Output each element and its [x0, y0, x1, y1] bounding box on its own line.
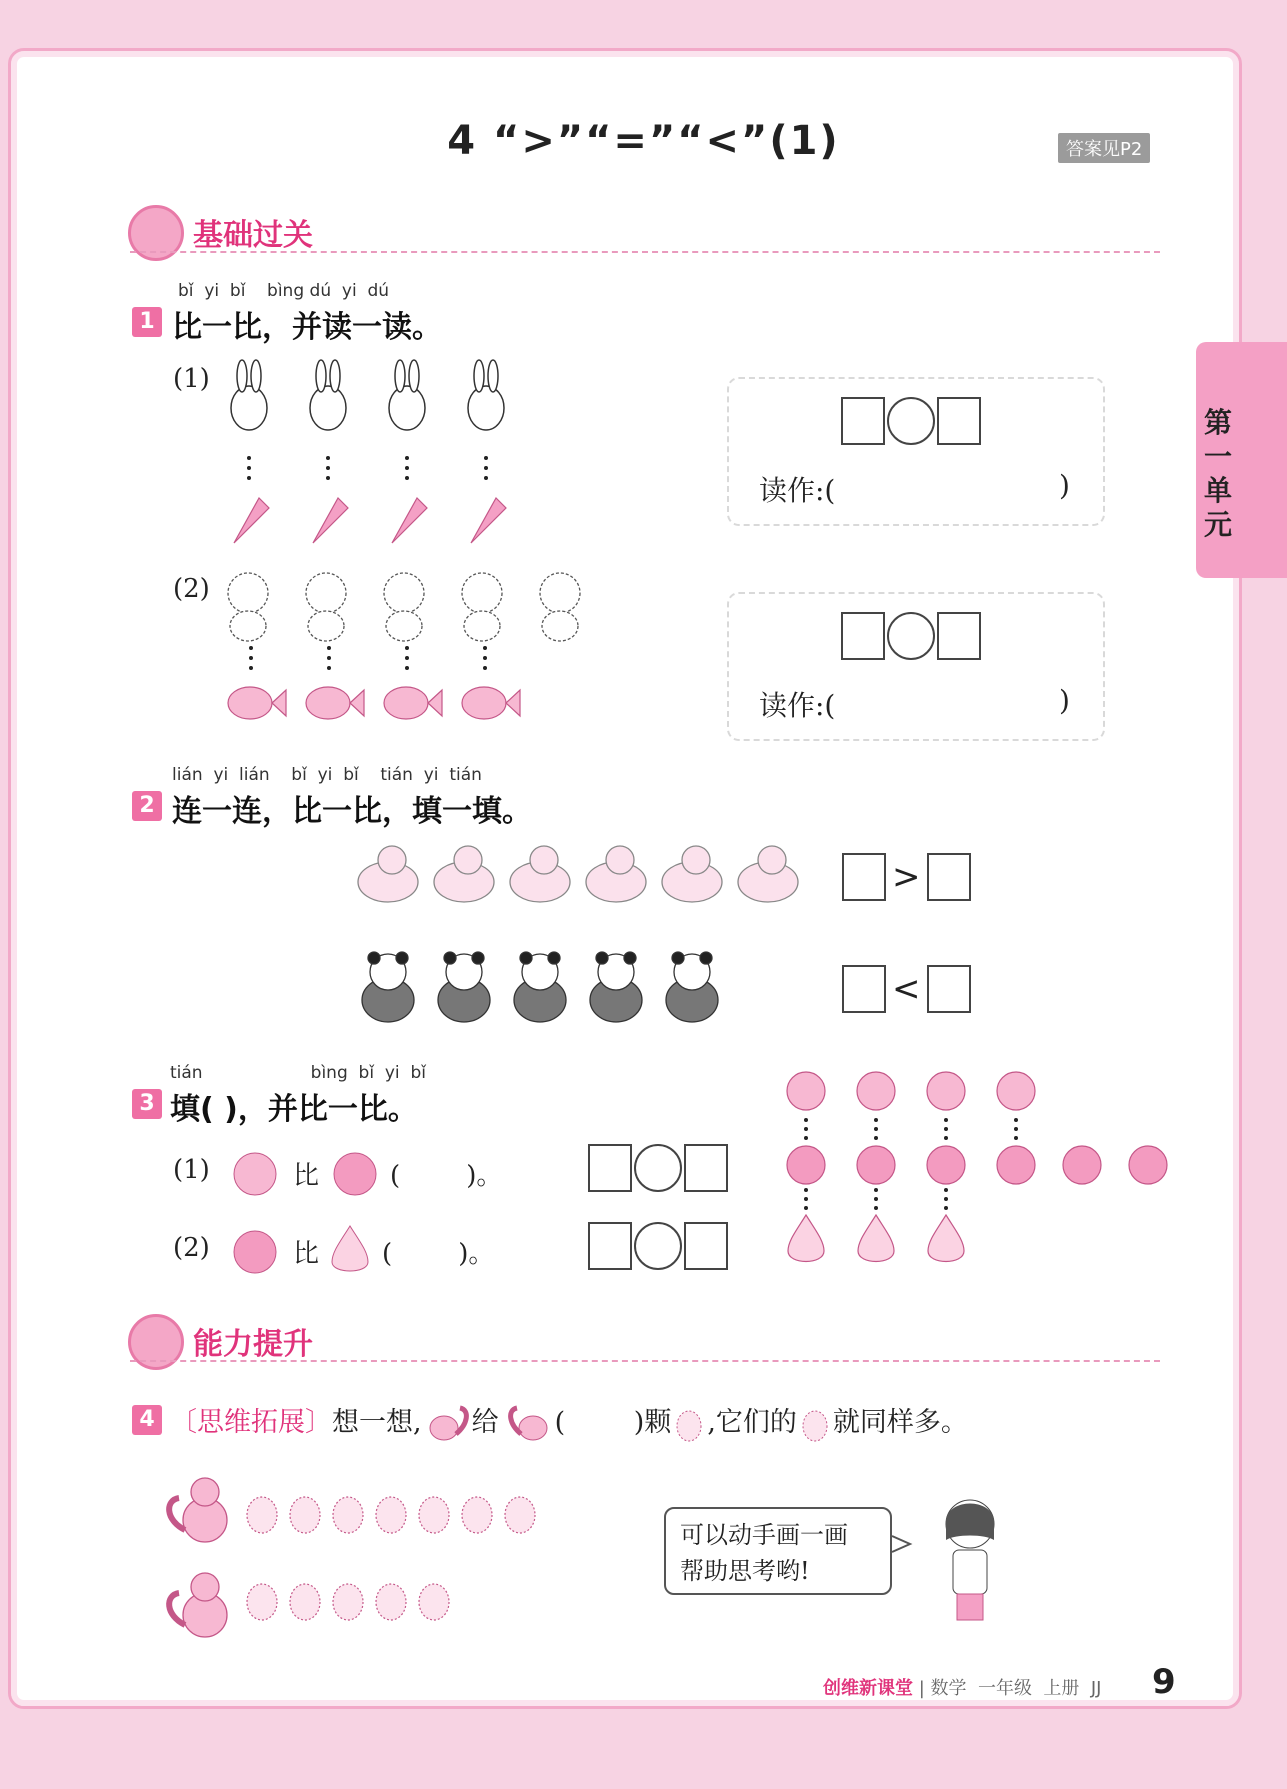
- answer-box[interactable]: [927, 853, 971, 901]
- q3-blank-2[interactable]: ( )。: [382, 1239, 495, 1269]
- answer-box[interactable]: [937, 397, 981, 445]
- panda-icon: [666, 952, 718, 1022]
- q1-answer-panel-2: [727, 592, 1105, 741]
- q3-bi-2: 比: [293, 1239, 320, 1269]
- answer-box[interactable]: [588, 1222, 632, 1270]
- section-divider: [130, 251, 1160, 253]
- q1-sub2-picture: [218, 568, 598, 738]
- pinecone-icon: [333, 1497, 363, 1533]
- pear-icon: [928, 1215, 964, 1262]
- q3-pinyin: tián bìng bǐ yi bǐ: [170, 1063, 426, 1083]
- apple-icon: [857, 1072, 895, 1110]
- answer-box[interactable]: [937, 612, 981, 660]
- panda-icon: [514, 952, 566, 1022]
- footer-text: | 数学 一年级 上册 JJ: [918, 1678, 1102, 1699]
- fish-icon: [462, 687, 520, 719]
- squirrel-icon: [169, 1573, 227, 1637]
- q1-sub2-label: (2): [173, 574, 210, 604]
- unit-char-1: 第: [1203, 406, 1232, 439]
- peach-icon: [330, 1146, 380, 1196]
- peach-icon: [787, 1146, 825, 1184]
- read-as-label: 读作:(: [759, 689, 836, 722]
- pear-icon: [328, 1222, 372, 1278]
- answer-box[interactable]: [842, 965, 886, 1013]
- q1-answer-panel-1: [727, 377, 1105, 526]
- peach-icon: [997, 1146, 1035, 1184]
- q3-bi-1: 比: [293, 1161, 320, 1191]
- compare-circle[interactable]: [887, 612, 935, 660]
- q3-sub2-label: (2): [173, 1233, 210, 1263]
- q4-tag: 〔思维拓展〕: [170, 1407, 332, 1438]
- read-as-close: ): [1059, 469, 1070, 502]
- pinecone-icon: [290, 1584, 320, 1620]
- q4-part2: 给: [471, 1407, 499, 1438]
- carrot-icon: [234, 498, 269, 543]
- footer-brand: 创维新课堂: [823, 1678, 913, 1699]
- q2-instruction: 连一连，比一比，填一填。: [172, 794, 532, 829]
- page-number: 9: [1152, 1662, 1176, 1702]
- compare-circle[interactable]: [887, 397, 935, 445]
- rabbit-icon: [389, 360, 425, 430]
- answer-box[interactable]: [841, 612, 885, 660]
- q1-sub1-label: (1): [173, 364, 210, 394]
- fish-icon: [384, 687, 442, 719]
- footer: [823, 1674, 1101, 1700]
- pinecone-icon: [671, 1404, 707, 1444]
- pinecone-icon: [376, 1497, 406, 1533]
- read-as-label: 读作:(: [759, 474, 836, 507]
- unit-char-2: 一: [1203, 440, 1232, 473]
- sheep-icon: [586, 846, 646, 902]
- answer-box[interactable]: [684, 1144, 728, 1192]
- rabbit-icon: [310, 360, 346, 430]
- compare-circle[interactable]: [634, 1222, 682, 1270]
- section-title-basic: 基础过关: [193, 218, 313, 253]
- hint-line-1: 可以动手画一画: [680, 1521, 848, 1549]
- pinecone-icon: [419, 1497, 449, 1533]
- less-than-sign: <: [892, 969, 921, 1009]
- section-divider: [130, 1360, 1160, 1362]
- q1-number: 1: [132, 307, 162, 337]
- answer-box[interactable]: [927, 965, 971, 1013]
- apple-icon: [997, 1072, 1035, 1110]
- q1-sub1-picture: [214, 358, 534, 548]
- panda-icon: [362, 952, 414, 1022]
- answer-box[interactable]: [841, 397, 885, 445]
- panda-row: [350, 950, 730, 1030]
- q3-number: 3: [132, 1089, 162, 1119]
- panda-icon: [590, 952, 642, 1022]
- q4-part5: 就同样多。: [832, 1407, 968, 1438]
- section-title-advanced: 能力提升: [193, 1327, 313, 1362]
- q3-instruction: 填( )，并比一比。: [170, 1092, 418, 1127]
- sheep-icon: [662, 846, 722, 902]
- greater-than-sign: >: [892, 857, 921, 897]
- squirrel-icon: [499, 1404, 555, 1444]
- peach-icon: [230, 1224, 280, 1274]
- pinecone-icon: [505, 1497, 535, 1533]
- carrot-icon: [392, 498, 427, 543]
- q3-compare-1: [588, 1144, 728, 1192]
- read-as-close: ): [1059, 684, 1070, 717]
- cat-icon: [540, 573, 580, 641]
- cat-icon: [306, 573, 346, 641]
- q4-part1: 想一想,: [332, 1407, 422, 1438]
- unit-char-3: 单: [1203, 474, 1232, 507]
- q4-picture: [165, 1470, 545, 1650]
- pinecone-icon: [290, 1497, 320, 1533]
- pear-icon: [788, 1215, 824, 1262]
- squirrel-icon: [169, 1478, 227, 1542]
- sheep-icon: [738, 846, 798, 902]
- answer-box[interactable]: [588, 1144, 632, 1192]
- q2-number: 2: [132, 791, 162, 821]
- sheep-icon: [358, 846, 418, 902]
- peach-icon: [1129, 1146, 1167, 1184]
- hint-bubble: [664, 1507, 892, 1595]
- pinecone-icon: [419, 1584, 449, 1620]
- fish-icon: [306, 687, 364, 719]
- q2-pinyin: lián yi lián bǐ yi bǐ tián yi tián: [172, 765, 482, 785]
- sheep-icon: [510, 846, 570, 902]
- q4-instruction: [170, 1400, 968, 1444]
- pinecone-icon: [247, 1497, 277, 1533]
- pinecone-icon: [797, 1404, 833, 1444]
- peach-icon: [857, 1146, 895, 1184]
- squirrel-icon: [422, 1404, 472, 1444]
- fish-icon: [228, 687, 286, 719]
- apple-icon: [787, 1072, 825, 1110]
- page-title: 4 “>”“=”“<”(1): [447, 118, 840, 164]
- girl-icon: [925, 1494, 1015, 1624]
- q4-number: 4: [132, 1405, 162, 1435]
- q4-part3[interactable]: ( )颗: [554, 1407, 672, 1438]
- carrot-icon: [471, 498, 506, 543]
- pinecone-icon: [462, 1497, 492, 1533]
- answer-box[interactable]: [684, 1222, 728, 1270]
- q1-pinyin: bǐ yi bǐ bìng dú yi dú: [178, 281, 390, 301]
- sheep-icon: [434, 846, 494, 902]
- compare-circle[interactable]: [634, 1144, 682, 1192]
- rabbit-icon: [468, 360, 504, 430]
- panda-icon: [438, 952, 490, 1022]
- cat-icon: [462, 573, 502, 641]
- answer-box[interactable]: [842, 853, 886, 901]
- apple-icon: [230, 1146, 280, 1196]
- q3-sub1-label: (1): [173, 1155, 210, 1185]
- pinecone-icon: [333, 1584, 363, 1620]
- cat-icon: [228, 573, 268, 641]
- pinecone-icon: [247, 1584, 277, 1620]
- pear-icon: [858, 1215, 894, 1262]
- hint-line-2: 帮助思考哟!: [680, 1557, 810, 1585]
- carrot-icon: [313, 498, 348, 543]
- q3-blank-1[interactable]: ( )。: [390, 1161, 503, 1191]
- q2-compare-lt: [842, 965, 971, 1013]
- apple-icon: [927, 1072, 965, 1110]
- cat-icon: [384, 573, 424, 641]
- q4-part4: ,它们的: [707, 1407, 797, 1438]
- q2-compare-gt: [842, 853, 971, 901]
- peach-icon: [1063, 1146, 1101, 1184]
- peach-icon: [927, 1146, 965, 1184]
- rabbit-icon: [231, 360, 267, 430]
- q3-compare-2: [588, 1222, 728, 1270]
- sheep-row: [350, 840, 800, 920]
- unit-side-label: [1198, 406, 1238, 542]
- q1-instruction: 比一比，并读一读。: [172, 310, 442, 345]
- q3-fruit-picture: [780, 1065, 1180, 1285]
- answer-tag: 答案见P2: [1058, 133, 1150, 163]
- pinecone-icon: [376, 1584, 406, 1620]
- unit-char-4: 元: [1203, 508, 1232, 541]
- bubble-tail: [890, 1532, 914, 1556]
